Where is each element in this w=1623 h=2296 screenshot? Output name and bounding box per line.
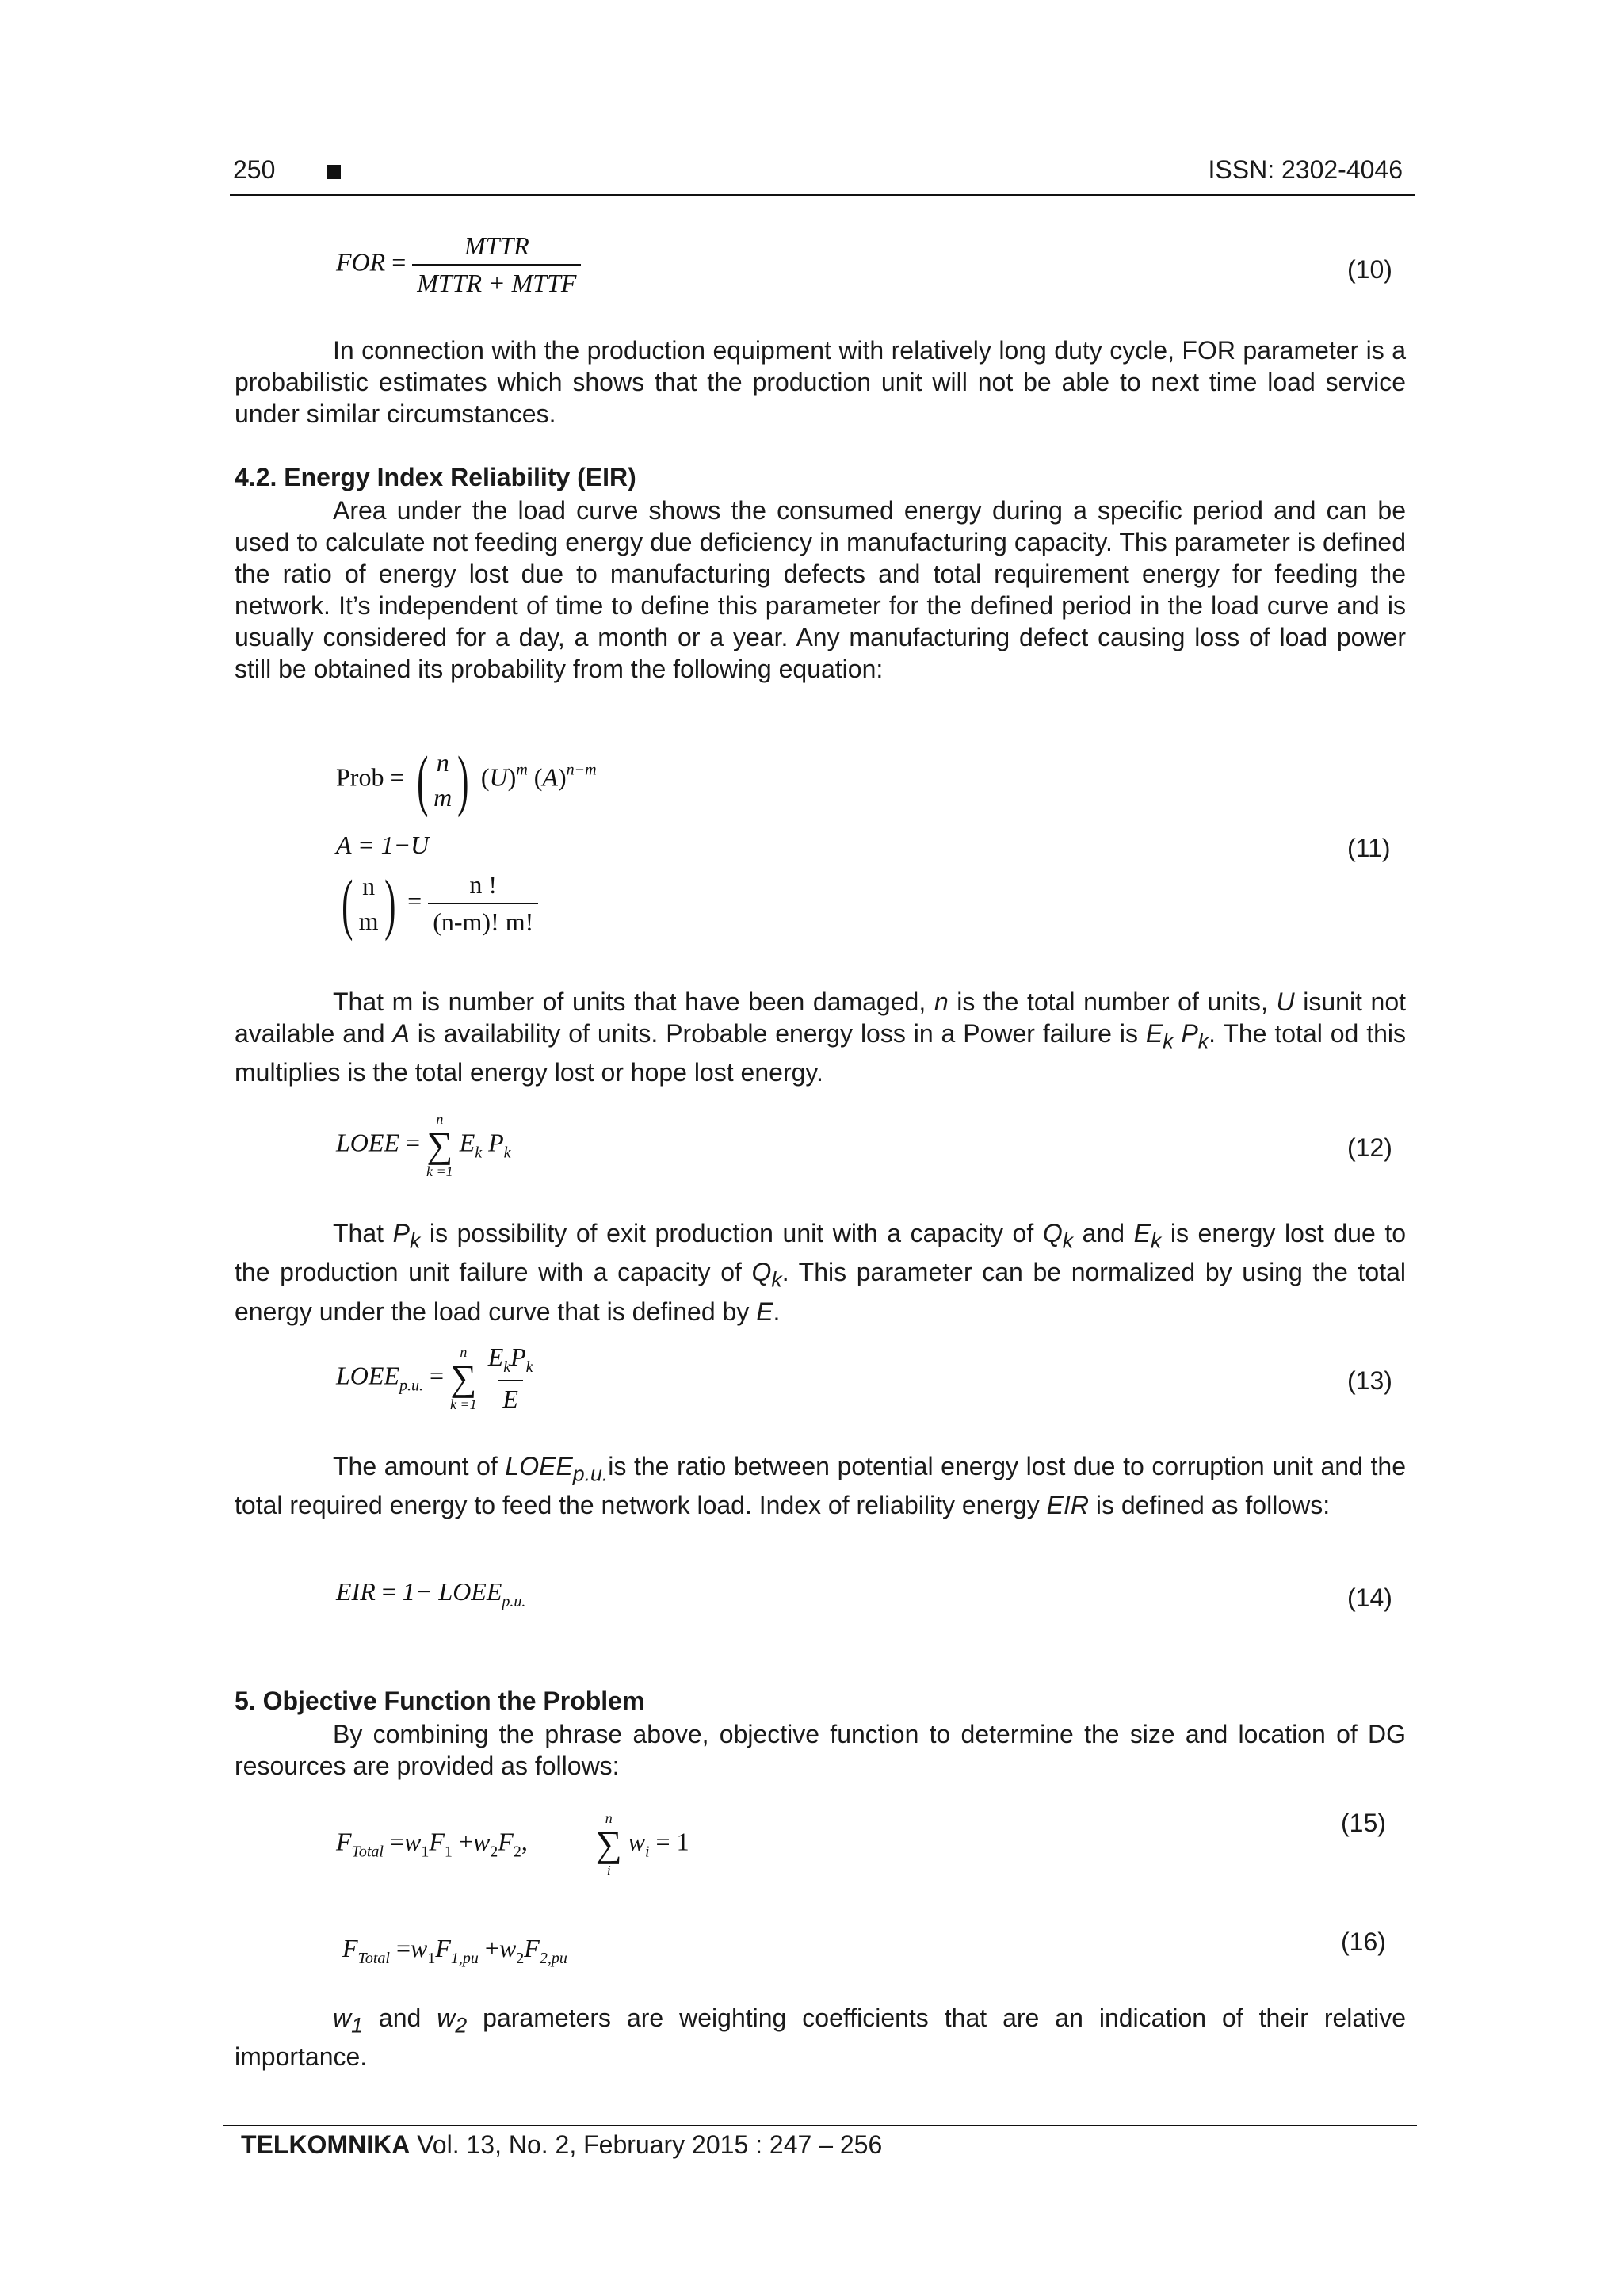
p4-text-a: That xyxy=(333,1219,393,1247)
eq13-num-p: P xyxy=(510,1343,526,1371)
p3-text-f: . The total od this multiplies is the total energy lost or hope lost energy. xyxy=(235,1019,1407,1087)
eq15-f2: F xyxy=(498,1827,514,1856)
section-heading-5: 5. Objective Function the Problem xyxy=(235,1687,645,1715)
eq16-f-sub: Total xyxy=(357,1950,390,1967)
page-header xyxy=(230,155,1403,195)
footer-journal: TELKOMNIKA xyxy=(241,2130,411,2159)
eq13-sum: n ∑ k =1 xyxy=(450,1344,477,1412)
p7-w1-sub: 1 xyxy=(351,2013,363,2038)
eq11-prob-lhs: Prob xyxy=(336,762,384,792)
eq11-a-exp: n−m xyxy=(566,761,597,779)
header-rule xyxy=(230,194,1415,196)
paragraph-eir-intro: Area under the load curve shows the consumed energy during a specific period and can be used to calculate not feeding energy due deficiency in manufacturing capacity. This parameter is defined the ratio of energy lost due to manufacturing defects and total requirement energy for feeding the network. It’s independent of time to define this parameter for the defined period in the load curve and is usually considered for a day, a month or a year. Any manufacturing defect causing loss of load power still be obtained its probability from the following equation: xyxy=(235,496,1406,683)
issn: ISSN: 2302-4046 xyxy=(1208,155,1403,184)
eq15-sum: n ∑ i xyxy=(595,1810,622,1878)
eq10-fraction xyxy=(412,231,581,298)
paragraph-for-parameter: In connection with the production equipment with relatively long duty cycle, FOR parameter is a probabilistic estimates which shows that the production unit will not be able to next time load service under similar circumstances. xyxy=(235,336,1406,428)
p4-e-sub: k xyxy=(1150,1228,1162,1253)
eq13-lhs-sub: p.u. xyxy=(399,1377,423,1395)
eq16-w1: w xyxy=(411,1934,428,1962)
p4-q: Q xyxy=(1042,1219,1063,1247)
eq11-binomial xyxy=(433,745,452,815)
eq13-upper: n xyxy=(460,1344,468,1360)
eq11-den: (n-m)! m! xyxy=(428,903,538,937)
p4-q2-sub: k xyxy=(771,1267,782,1292)
p4-text-d: is energy lost due to the production unit failure with a capacity of xyxy=(235,1219,1407,1287)
paragraph-units-damaged xyxy=(235,986,1406,1088)
eq11-u: U xyxy=(489,762,508,792)
equation-number-16: (16) xyxy=(1341,1927,1386,1956)
eq16-f2: F xyxy=(524,1934,540,1962)
eq13-num-e-sub: k xyxy=(503,1358,511,1376)
eq16-w2: w xyxy=(498,1934,517,1962)
p3-text-a: That m is number of units that have been damaged, xyxy=(333,988,934,1016)
eq11-binom-bottom: m xyxy=(433,783,453,812)
equation-10: FOR = $\frac{\text{MTTR}}{\text{MTTR + MTTF}}$ xyxy=(336,231,581,298)
p7-text-a: and xyxy=(362,2004,437,2032)
eq13-lhs: LOEE xyxy=(336,1361,399,1390)
p4-q-sub: k xyxy=(1062,1228,1074,1253)
square-bullet-icon xyxy=(327,165,341,179)
eq10-denominator: MTTR + MTTF xyxy=(412,264,581,298)
eq13-fraction xyxy=(483,1343,538,1414)
footer-rule xyxy=(223,2125,1417,2126)
equation-number-11: (11) xyxy=(1347,834,1391,862)
eq15-w2: w xyxy=(472,1827,491,1856)
paragraph-weighting xyxy=(235,2002,1406,2073)
eq11-binom-top: n xyxy=(436,748,449,777)
p3-p: P xyxy=(1181,1019,1198,1048)
p7-w2: w xyxy=(437,2004,456,2032)
equation-14: EIR = $1- LOEE_{p.u.}$ xyxy=(336,1577,526,1610)
eq13-num-p-sub: k xyxy=(525,1358,533,1376)
equation-16: $F_{Total} =w_1F_{1,pu} +w_2F_{2,pu}$ xyxy=(342,1934,567,1967)
eq11-def-top: n xyxy=(362,872,376,900)
equation-number-13: (13) xyxy=(1347,1366,1392,1395)
p7-w1: w xyxy=(333,2004,352,2032)
p4-text-f: . This parameter can be normalized by using the total energy under the load curve that is defined by xyxy=(235,1258,1407,1326)
p4-ee: E xyxy=(756,1297,773,1326)
p5-text-c: is defined as follows: xyxy=(1088,1491,1331,1520)
eq12-sum: n ∑ k =1 xyxy=(426,1111,453,1179)
p5-text-b: is the ratio between potential energy lost due to corruption unit and the total required energy to feed the network load. Index of reliability energy xyxy=(235,1452,1406,1520)
eq15-upper: n xyxy=(605,1810,613,1826)
equation-number-15: (15) xyxy=(1341,1809,1386,1837)
eq11-num: n ! xyxy=(469,870,498,899)
equation-13: $LOEE_{p.u.}$ = n ∑ k =1 $\frac{E_kP_k}{E}$ xyxy=(336,1343,538,1414)
eq10-lhs: FOR xyxy=(336,247,386,277)
eq12-p: P xyxy=(488,1128,504,1157)
equation-number-12: (12) xyxy=(1347,1133,1392,1162)
equation-11-availability: A = 1−U xyxy=(336,831,430,859)
eq11-u-exp: m xyxy=(516,761,528,779)
page-footer xyxy=(241,2130,882,2160)
p5-pu: p.u. xyxy=(572,1461,609,1486)
equation-11-prob: Prob = ( n m ) $(U)^m$ $(A)^{n-m}$ xyxy=(336,742,597,818)
p5-text-a: The amount of xyxy=(333,1452,506,1480)
p4-text-b: is possibility of exit production unit with a capacity of xyxy=(420,1219,1043,1247)
eq13-num-e: E xyxy=(487,1343,504,1371)
eq14-rhs: 1− LOEE xyxy=(402,1577,502,1606)
eq13-lower: k =1 xyxy=(450,1396,477,1412)
eq12-lower: k =1 xyxy=(426,1163,453,1179)
eq15-w1: w xyxy=(404,1827,422,1856)
p4-e: E xyxy=(1133,1219,1151,1247)
paragraph-exit-possibility xyxy=(235,1217,1406,1328)
p5-eir: EIR xyxy=(1046,1491,1089,1520)
eq11-a: A xyxy=(542,762,558,792)
p7-w2-sub: 2 xyxy=(455,2013,468,2038)
p4-q2: Q xyxy=(751,1258,772,1287)
page-number: 250 xyxy=(233,155,276,184)
equation-number-10: (10) xyxy=(1347,255,1392,284)
section-heading-4-2: 4.2. Energy Index Reliability (EIR) xyxy=(235,463,636,491)
p4-p-sub: k xyxy=(409,1228,421,1253)
eq10-numerator: MTTR xyxy=(464,231,529,260)
p3-n: n xyxy=(934,988,949,1016)
eq11-factorial-fraction xyxy=(428,870,538,937)
p4-p: P xyxy=(392,1219,410,1247)
p4-text-c: and xyxy=(1073,1219,1134,1247)
equation-11-binomial-def: ( n m ) = $\frac{n !}{(n-m)! m!}$ xyxy=(336,869,538,938)
p5-loee: LOEE xyxy=(505,1452,573,1480)
p3-text-b: is the total number of units, xyxy=(948,988,1277,1016)
eq12-e-sub: k xyxy=(475,1144,483,1162)
p3-p-sub: k xyxy=(1197,1029,1209,1053)
paragraph-objective-intro: By combining the phrase above, objective function to determine the size and location of DG resources are provided as follows: xyxy=(235,1720,1406,1780)
eq16-f1: F xyxy=(435,1934,451,1962)
eq14-rhs-sub: p.u. xyxy=(502,1593,526,1610)
eq12-upper: n xyxy=(436,1111,444,1127)
eq11-binom-def xyxy=(359,869,379,938)
eq12-e: E xyxy=(459,1128,475,1157)
p3-a: A xyxy=(392,1019,410,1048)
eq15-f: F xyxy=(336,1827,352,1856)
p3-text-d: is availability of units. Probable energy loss in a Power failure is xyxy=(409,1019,1146,1048)
eq13-den: E xyxy=(498,1380,523,1414)
eq15-f1: F xyxy=(429,1827,445,1856)
eq15-wi: w xyxy=(628,1827,645,1856)
eq12-lhs: LOEE xyxy=(336,1128,399,1157)
paragraph-loee-ratio xyxy=(235,1450,1406,1521)
p3-u: U xyxy=(1276,988,1295,1016)
eq12-p-sub: k xyxy=(503,1144,511,1162)
eq16-f2-sub: 2,pu xyxy=(539,1950,567,1967)
eq15-f-sub: Total xyxy=(351,1843,384,1861)
eq14-lhs: EIR xyxy=(336,1577,376,1606)
equation-number-14: (14) xyxy=(1347,1584,1392,1612)
eq15-lower: i xyxy=(606,1862,611,1878)
p3-text-c: isunit not available and xyxy=(235,988,1407,1048)
p3-e-sub: k xyxy=(1163,1029,1174,1053)
equation-15: $F_{Total} =w_1F_1 +w_2F_2$, n ∑ i $w_i = 1$ xyxy=(336,1810,689,1878)
eq11-def-bottom: m xyxy=(358,907,379,935)
eq16-f: F xyxy=(342,1934,358,1962)
p4-text-g: . xyxy=(773,1297,781,1326)
equation-12: LOEE = n ∑ k =1 $E_k$ $P_k$ xyxy=(336,1111,511,1179)
eq16-f1-sub: 1,pu xyxy=(450,1950,479,1967)
p3-e: E xyxy=(1145,1019,1163,1048)
footer-details: Vol. 13, No. 2, February 2015 : 247 – 256 xyxy=(410,2130,883,2159)
eq15-wi-sub: i xyxy=(644,1843,650,1861)
p7-text-b: parameters are weighting coefficients that are an indication of their relative importance. xyxy=(235,2004,1407,2072)
